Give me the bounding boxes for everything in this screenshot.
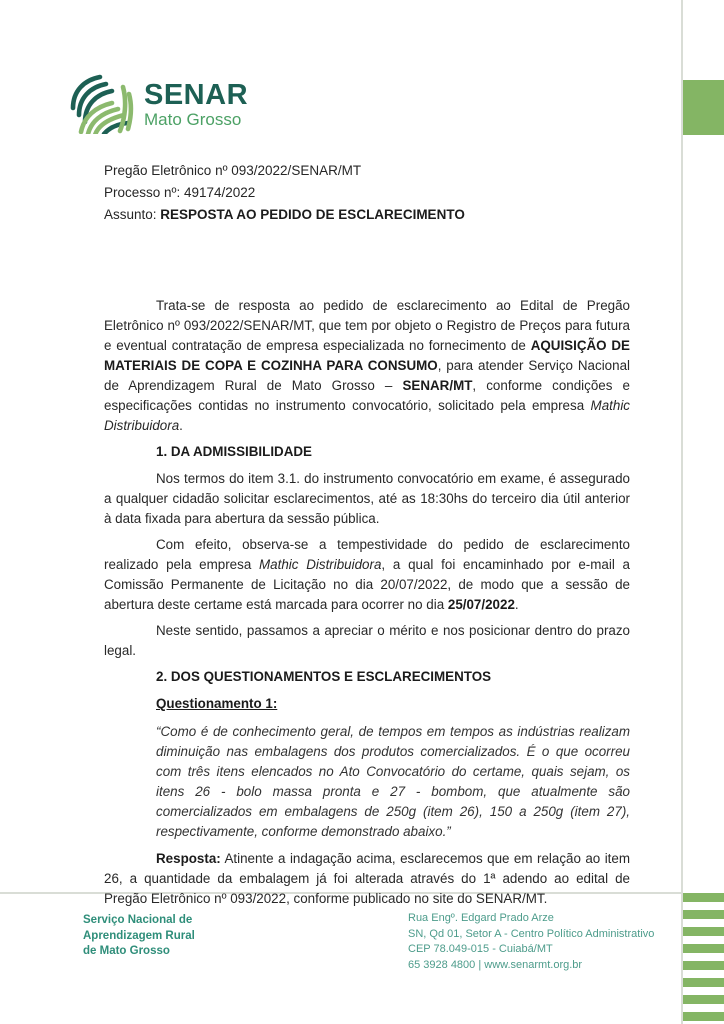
- paragraph-tempestividade: Com efeito, observa-se a tempestividade do pedido de esclarecimento realizado pela empresa Mathic Distribuidora, a qual foi encaminhado por e-mail a Comissão Permanente de Licitação no dia 20/07/2022, de modo que a sessão de abertura deste certame está marcada para ocorrer no dia 25/07/2022.: [104, 537, 630, 612]
- resposta-label: Resposta:: [156, 851, 221, 866]
- senar-leaf-fan-icon: [68, 74, 134, 134]
- header-assunto-line: [104, 204, 465, 226]
- footer-org-line: Aprendizagem Rural: [83, 929, 195, 942]
- section-1-heading: 1. DA ADMISSIBILIDADE: [156, 444, 312, 459]
- green-corner-block: [683, 80, 724, 135]
- section-2-heading: 2. DOS QUESTIONAMENTOS E ESCLARECIMENTOS: [156, 669, 492, 684]
- footer-phone-website: 65 3928 4800 | www.senarmt.org.br: [408, 958, 583, 971]
- document-header: [104, 160, 465, 226]
- footer-organization: [83, 913, 195, 960]
- footer-address-cep: CEP 78.049-015 - Cuiabá/MT: [408, 943, 553, 955]
- senar-logo: [68, 74, 248, 134]
- paragraph-intro: Trata-se de resposta ao pedido de esclarecimento ao Edital de Pregão Eletrônico nº 093/2022/SENAR/MT, que tem por objeto o Registro de Preços para futura e eventual contratação de empresa especializada no fornecimento de AQUISIÇÃO DE MATERIAIS DE COPA E COZINHA PARA CONSUMO, para atender Serviço Nacional de Aprendizagem Rural de Mato Grosso – SENAR/MT, conforme condições e especificações contidas no instrumento convocatório, solicitado pela empresa Mathic Distribuidora.: [104, 298, 630, 433]
- footer-org-line: Serviço Nacional de: [83, 914, 193, 926]
- footer-address: [408, 911, 654, 973]
- header-processo-line: Processo nº: 49174/2022: [104, 185, 256, 200]
- page-edge-line: [681, 0, 683, 1024]
- green-stripes-decoration: [683, 893, 724, 1024]
- questionamento-1-label: Questionamento 1:: [156, 696, 278, 711]
- paragraph-resposta: Resposta: Atinente a indagação acima, esclarecemos que em relação ao item 26, a quantidade da embalagem já foi alterada através do 1ª adendo ao edital de Pregão Eletrônico nº 093/2022, conforme publicado no site do SENAR/MT.: [104, 851, 630, 906]
- paragraph-admissibilidade: Nos termos do item 3.1. do instrumento convocatório em exame, é assegurado a qualquer cidadão solicitar esclarecimentos, até as 18:30hs do terceiro dia útil anterior à data fixada para abertura da sessão pública.: [104, 471, 630, 526]
- document-body: [104, 296, 630, 915]
- paragraph-neste-sentido: Neste sentido, passamos a apreciar o mérito e nos posicionar dentro do prazo legal.: [104, 623, 630, 658]
- logo-wordmark: [144, 80, 248, 129]
- questionamento-1-quote: “Como é de conhecimento geral, de tempos em tempos as indústrias realizam diminuição nas embalagens dos produtos comercializados. É o que ocorreu com três itens elencados no Ato Convocatório do certame, quais sejam, os itens 26 - bolo massa pronta e 27 - bombom, que atualmente são comercializados em embalagens de 250g (item 26), 150 a 250g (item 27), respectivamente, conforme demonstrado abaixo.”: [156, 724, 630, 839]
- footer-org-line: de Mato Grosso: [83, 945, 170, 957]
- logo-name: SENAR: [144, 78, 249, 111]
- footer-address-district: SN, Qd 01, Setor A - Centro Político Administrativo: [408, 927, 655, 940]
- assunto-label: Assunto:: [104, 207, 161, 222]
- header-pregao-line: Pregão Eletrônico nº 093/2022/SENAR/MT: [104, 163, 362, 178]
- logo-subtitle: Mato Grosso: [144, 109, 242, 129]
- assunto-value: RESPOSTA AO PEDIDO DE ESCLARECIMENTO: [160, 207, 465, 222]
- footer-address-street: Rua Engº. Edgard Prado Arze: [408, 912, 554, 924]
